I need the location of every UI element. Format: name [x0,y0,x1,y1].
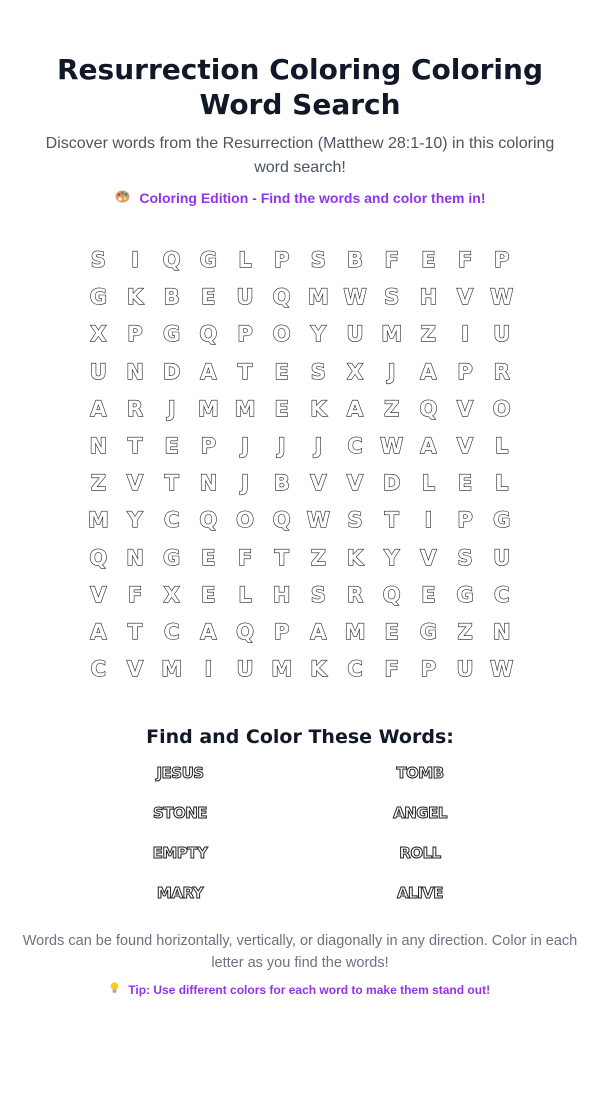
grid-cell[interactable]: A [200,619,217,644]
grid-cell[interactable]: A [420,433,437,458]
grid-cell[interactable]: Z [90,471,106,496]
grid-cell[interactable]: V [126,657,144,682]
word-search-page [0,52,600,997]
word-list-item: TOMB [396,764,444,782]
grid-cell[interactable]: A [420,359,437,384]
grid-cell[interactable]: Q [162,248,181,272]
grid-cell[interactable]: T [274,545,289,570]
grid-cell[interactable]: U [89,359,107,384]
grid-cell[interactable]: U [236,285,254,310]
grid-cell[interactable]: N [126,545,144,570]
grid-cell[interactable]: X [346,359,364,384]
grid-cell[interactable]: M [381,322,403,347]
grid-cell[interactable]: A [90,396,107,421]
grid-cell[interactable]: S [384,285,400,310]
grid-row [80,316,520,353]
page-title: Resurrection Coloring Coloring Word Search [56,53,543,121]
grid-cell[interactable]: Z [384,396,400,421]
grid-cell[interactable]: I [424,508,433,533]
grid-cell[interactable]: D [382,471,401,496]
grid-cell[interactable]: E [274,396,289,421]
grid-cell[interactable]: G [419,619,437,644]
edition-banner [0,190,600,206]
grid-cell[interactable]: E [421,582,436,607]
grid-cell[interactable]: M [344,619,366,644]
grid-cell[interactable]: G [456,582,474,607]
grid-cell[interactable]: F [384,657,399,682]
grid-cell[interactable]: N [199,471,218,496]
word-list-item: ANGEL [393,804,447,822]
grid-cell[interactable]: E [201,582,216,607]
grid-cell[interactable]: E [384,619,399,644]
grid-row [80,428,520,465]
grid-cell[interactable]: S [90,248,106,272]
grid-cell[interactable]: P [420,657,437,682]
grid-cell[interactable]: L [495,471,509,496]
grid-cell[interactable]: N [492,619,511,644]
grid-cell[interactable]: B [273,471,290,496]
word-list-item: ALIVE [396,884,444,902]
grid-cell[interactable]: V [456,396,474,421]
grid-cell[interactable]: Q [419,396,438,421]
grid-cell[interactable]: S [347,508,363,533]
grid-cell[interactable]: T [127,619,143,644]
grid-cell[interactable]: I [131,248,139,272]
grid-cell[interactable]: I [204,657,213,682]
grid-cell[interactable]: U [236,657,254,682]
grid-cell[interactable]: E [274,359,289,384]
grid-row [80,614,520,651]
instructions-text: Words can be found horizontally, vertically, or diagonally in any direction. Color in each letter as you find the words! [22,933,578,971]
grid-row [80,391,520,428]
grid-cell[interactable]: O [236,508,254,533]
grid-cell[interactable]: C [90,657,107,682]
grid-cell[interactable]: C [494,582,510,607]
grid-cell[interactable]: O [492,396,511,421]
grid-cell[interactable]: X [163,582,180,607]
grid-cell[interactable]: P [127,322,143,347]
grid-cell[interactable]: Q [382,582,401,607]
grid-cell[interactable]: B [347,248,364,272]
grid-cell[interactable]: O [272,322,291,347]
grid-row [80,242,520,279]
grid-cell[interactable]: F [457,248,473,272]
grid-cell[interactable]: T [127,433,143,458]
grid-cell[interactable]: L [238,248,252,272]
grid-cell[interactable]: P [457,359,473,384]
grid-cell[interactable]: S [310,582,326,607]
grid-cell[interactable]: P [457,508,473,533]
grid-cell[interactable]: K [310,657,327,682]
grid-cell[interactable]: R [126,396,144,421]
grid-cell[interactable]: U [456,657,474,682]
grid-row [80,577,520,614]
grid-cell[interactable]: E [201,285,216,310]
grid-cell[interactable]: J [241,471,249,496]
grid-cell[interactable]: J [277,433,286,458]
grid-cell[interactable]: M [234,396,256,421]
grid-cell[interactable]: Y [384,545,400,570]
grid-cell[interactable]: N [126,359,144,384]
word-list-item: STONE [152,804,208,822]
grid-cell[interactable]: K [346,545,364,570]
grid-cell[interactable]: W [343,285,367,310]
grid-cell[interactable]: Y [310,322,326,347]
grid-cell[interactable]: V [420,545,437,570]
grid-cell[interactable]: C [347,657,363,682]
page-subtitle: Discover words from the Resurrection (Matthew 28:1-10) in this coloring word search! [45,135,555,176]
grid-row [80,465,520,502]
grid-row [80,502,520,539]
grid-cell[interactable]: D [162,359,181,384]
tip-text: Tip: Use different colors for each word to make them stand out! [128,983,491,997]
grid-cell[interactable]: B [163,285,180,310]
grid-cell[interactable]: M [307,285,329,310]
letter-grid [80,242,520,688]
grid-cell[interactable]: V [90,582,107,607]
grid-cell[interactable]: G [199,248,217,272]
palette-icon [115,190,130,206]
grid-cell[interactable]: A [90,619,107,644]
grid-cell[interactable]: V [310,471,327,496]
grid-cell[interactable]: Z [310,545,326,570]
grid-cell[interactable]: T [384,508,399,533]
grid-cell[interactable]: W [306,508,330,533]
grid-cell[interactable]: L [238,582,252,607]
grid-cell[interactable]: R [346,582,364,607]
word-list-item: JESUS [156,764,204,782]
grid-cell[interactable]: K [126,285,144,310]
edition-text: Coloring Edition - Find the words and color them in! [139,190,486,206]
grid-cell[interactable]: N [89,433,108,458]
grid-cell[interactable]: J [241,433,249,458]
word-list [60,762,540,904]
grid-cell[interactable]: L [495,433,509,458]
grid-cell[interactable]: G [89,285,107,310]
grid-row [80,354,520,391]
grid-cell[interactable]: Q [89,545,108,570]
grid-cell[interactable]: A [310,619,327,644]
grid-cell[interactable]: Q [199,508,218,533]
grid-cell[interactable]: Q [272,285,291,310]
grid-cell[interactable]: P [273,248,290,272]
grid-cell[interactable]: S [310,248,326,272]
grid-cell[interactable]: R [493,359,510,384]
grid-cell[interactable]: F [127,582,143,607]
lightbulb-icon [110,982,119,997]
grid-cell[interactable]: P [200,433,217,458]
grid-cell[interactable]: H [272,582,291,607]
grid-cell[interactable]: M [271,657,293,682]
grid-row [80,540,520,577]
grid-cell[interactable]: A [346,396,364,421]
grid-cell[interactable]: V [346,471,364,496]
grid-cell[interactable]: W [490,285,514,310]
grid-cell[interactable]: U [493,322,511,347]
grid-cell[interactable]: W [490,657,514,682]
grid-cell[interactable]: F [237,545,253,570]
grid-cell[interactable]: G [163,545,181,570]
grid-cell[interactable]: P [494,248,510,272]
grid-cell[interactable]: S [310,359,326,384]
grid-cell[interactable]: Z [457,619,473,644]
grid-cell[interactable]: T [164,471,179,496]
grid-cell[interactable]: F [384,248,399,272]
grid-cell[interactable]: E [164,433,179,458]
word-list-item: EMPTY [152,844,208,862]
grid-cell[interactable]: I [461,322,469,347]
grid-cell[interactable]: M [87,508,109,533]
grid-cell[interactable]: C [347,433,363,458]
grid-cell[interactable]: Q [236,619,254,644]
grid-cell[interactable]: V [456,285,474,310]
grid-cell[interactable]: L [421,471,436,496]
grid-cell[interactable]: J [314,433,323,458]
tip-banner [0,982,600,997]
grid-cell[interactable]: M [161,657,183,682]
grid-cell[interactable]: S [457,545,473,570]
grid-cell[interactable]: P [273,619,290,644]
grid-cell[interactable]: E [421,248,436,272]
grid-cell[interactable]: M [197,396,219,421]
grid-cell[interactable]: Q [199,322,218,347]
grid-cell[interactable]: A [200,359,217,384]
grid-cell[interactable]: Z [420,322,436,347]
grid-cell[interactable]: K [310,396,327,421]
word-list-title: Find and Color These Words: [146,726,454,748]
grid-cell[interactable]: E [201,545,216,570]
grid-cell[interactable]: C [163,619,180,644]
word-list-item: ROLL [399,844,441,862]
grid-cell[interactable]: C [163,508,180,533]
grid-cell[interactable]: U [346,322,364,347]
grid-cell[interactable]: E [457,471,473,496]
grid-cell[interactable]: G [493,508,511,533]
grid-cell[interactable]: G [163,322,181,347]
grid-cell[interactable]: U [493,545,511,570]
grid-cell[interactable]: X [90,322,107,347]
grid-cell[interactable]: Q [272,508,291,533]
grid-cell[interactable]: W [380,433,404,458]
grid-row [80,279,520,316]
grid-cell[interactable]: V [126,471,144,496]
grid-cell[interactable]: J [167,396,176,421]
grid-cell[interactable]: J [387,359,396,384]
word-list-item: MARY [156,884,204,902]
grid-cell[interactable]: T [237,359,253,384]
grid-cell[interactable]: H [419,285,438,310]
grid-cell[interactable]: P [237,322,253,347]
grid-cell[interactable]: Y [127,508,143,533]
grid-cell[interactable]: V [456,433,474,458]
grid-row [80,651,520,688]
